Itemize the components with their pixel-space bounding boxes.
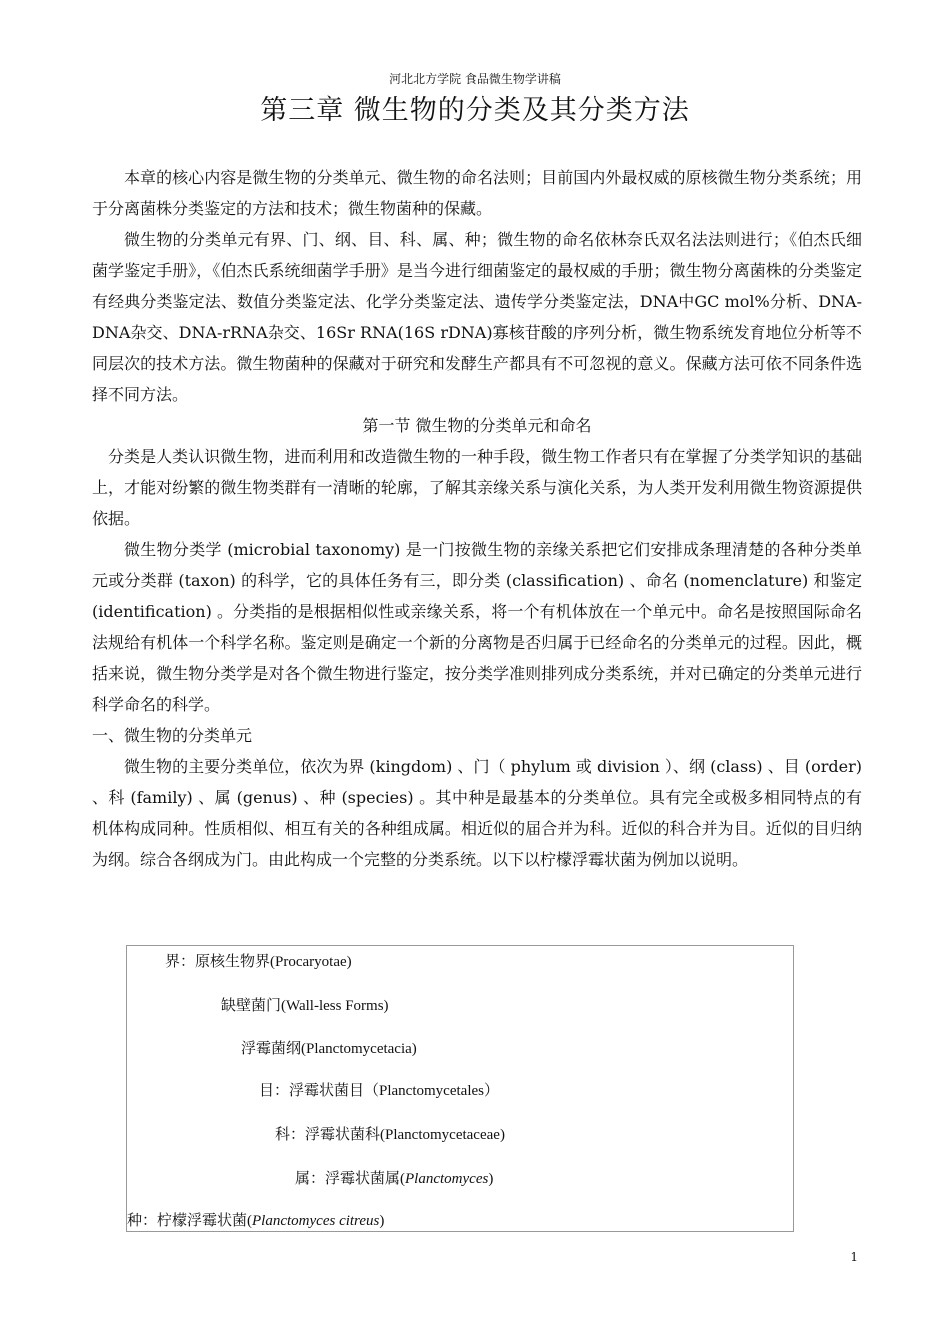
hierarchy-genus: 属：浮霉状菌属(Planctomyces) xyxy=(295,1169,494,1187)
hierarchy-phylum: 缺壁菌门(Wall-less Forms) xyxy=(221,996,389,1014)
intro-block xyxy=(92,162,862,875)
intro-paragraph-1: 本章的核心内容是微生物的分类单元、微生物的命名法则；目前国内外最权威的原核微生物分类系统；用于分离菌株分类鉴定的方法和技术；微生物菌种的保藏。 xyxy=(92,168,862,218)
hierarchy-family: 科：浮霉状菌科(Planctomycetaceae) xyxy=(275,1125,505,1143)
chapter-title: 第三章 微生物的分类及其分类方法 xyxy=(260,95,690,126)
running-header: 河北北方学院 食品微生物学讲稿 xyxy=(389,72,561,86)
subheading: 一、微生物的分类单元 xyxy=(92,726,253,745)
section-paragraph-1: 分类是人类认识微生物，进而利用和改造微生物的一种手段，微生物工作者只有在掌握了分类学知识的基础上，才能对纷繁的微生物类群有一清晰的轮廓，了解其亲缘关系与演化关系，为人类开发利用微生物资源提供依据。 xyxy=(92,447,862,528)
intro-paragraph-2: 微生物的分类单元有界、门、纲、目、科、属、种；微生物的命名依林奈氏双名法法则进行；《伯杰氏细菌学鉴定手册》，《伯杰氏系统细菌学手册》是当今进行细菌鉴定的最权威的手册；微生物分离菌株的分类鉴定有经典分类鉴定法、数值分类鉴定法、化学分类鉴定法、遗传学分类鉴定法，DNA中GC mol%分析、DNA-DNA杂交、DNA-rRNA杂交、16Sr RNA(16S rDNA)寡核苷酸的序列分析，微生物系统发育地位分析等不同层次的技术方法。微生物菌种的保藏对于研究和发酵生产都具有不可忽视的意义。保藏方法可依不同条件选择不同方法。 xyxy=(92,230,862,404)
hierarchy-kingdom: 界：原核生物界(Procaryotae) xyxy=(165,952,352,970)
page-number: 1 xyxy=(850,1250,858,1264)
units-paragraph: 微生物的主要分类单位，依次为界 (kingdom) 、门（ phylum 或 division ）、纲 (class) 、目 (order) 、科 (family) 、属 (genus) 、种 (species) 。其中种是最基本的分类单位。具有完全或极多相同特点的有机体构成同种。性质相似、相互有关的各种组成属。相近似的届合并为科。近似的科合并为目。近似的目归纳为纲。综合各纲成为门。由此构成一个完整的分类系统。以下以柠檬浮霉状菌为例加以说明。 xyxy=(92,757,862,869)
hierarchy-order: 目：浮霉状菌目（Planctomycetales） xyxy=(259,1081,499,1099)
hierarchy-class: 浮霉菌纲(Planctomycetacia) xyxy=(241,1039,417,1057)
section-paragraph-2: 微生物分类学 (microbial taxonomy) 是一门按微生物的亲缘关系把它们安排成条理清楚的各种分类单元或分类群 (taxon) 的科学，它的具体任务有三，即分类 (classification) 、命名 (nomenclature) 和鉴定 (identification) 。分类指的是根据相似性或亲缘关系，将一个有机体放在一个单元中。命名是按照国际命名法规给有机体一个科学名称。鉴定则是确定一个新的分离物是否归属于已经命名的分类单元的过程。因此，概括来说，微生物分类学是对各个微生物进行鉴定，按分类学准则排列成分类系统，并对已确定的分类单元进行科学命名的科学。 xyxy=(92,540,862,714)
hierarchy-species: 种：柠檬浮霉状菌(Planctomyces citreus) xyxy=(127,1211,385,1229)
section-title: 第一节 微生物的分类单元和命名 xyxy=(362,416,592,435)
classification-box xyxy=(126,945,794,1232)
